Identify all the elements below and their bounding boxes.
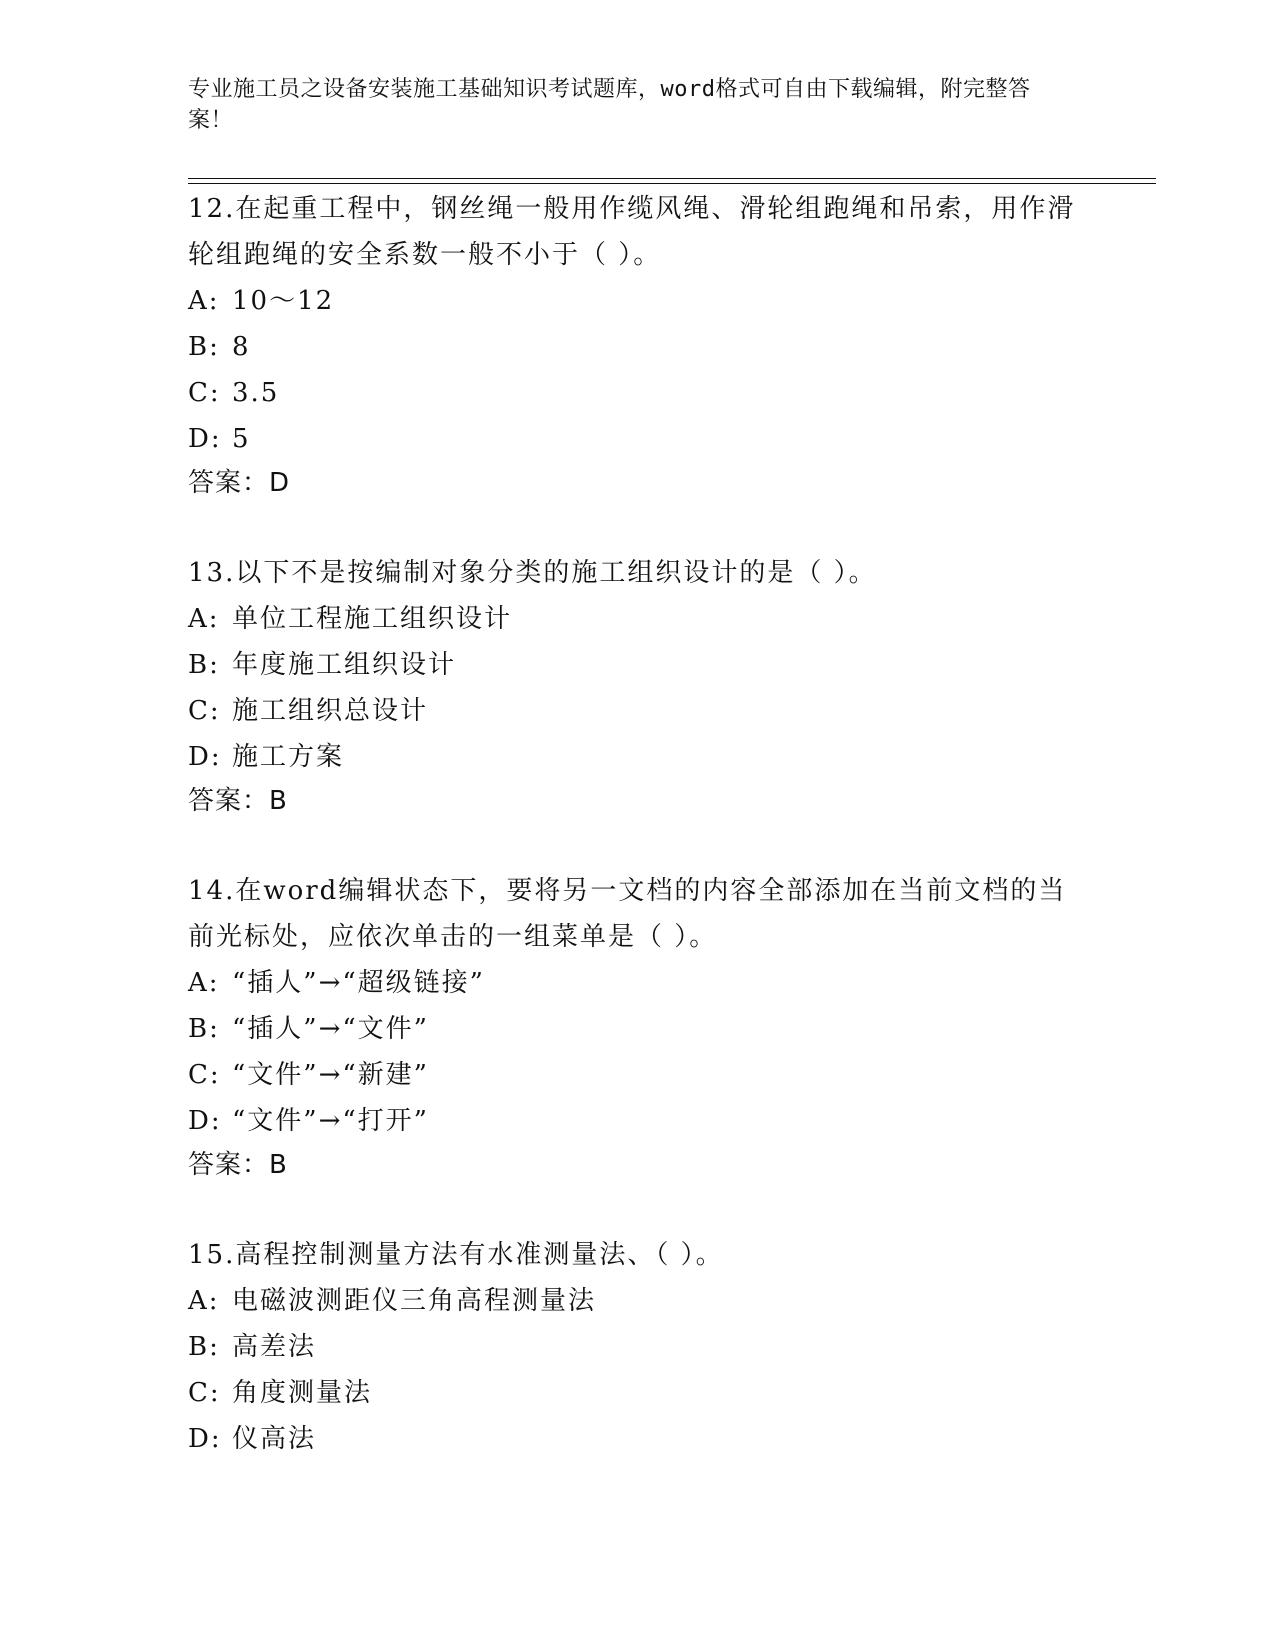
option-list: [188, 596, 1088, 780]
option-text: “插人”→“文件”: [232, 1014, 429, 1044]
option-letter: A:: [188, 1286, 220, 1316]
option-letter: A:: [188, 604, 220, 634]
option-d: [188, 1416, 1088, 1462]
option-text: 施工方案: [232, 742, 345, 772]
question-14: [188, 868, 1088, 1186]
option-a: [188, 1278, 1088, 1324]
option-a: [188, 960, 1088, 1006]
option-text: 电磁波测距仪三角高程测量法: [232, 1286, 597, 1316]
option-b: [188, 642, 1088, 688]
option-text: 仪高法: [232, 1424, 317, 1454]
option-text: 3.5: [232, 378, 280, 408]
option-text: “文件”→“打开”: [232, 1106, 429, 1136]
option-a: [188, 278, 1088, 324]
document-header: 专业施工员之设备安装施工基础知识考试题库，word格式可自由下载编辑，附完整答案！: [188, 77, 1031, 133]
option-text: 施工组织总设计: [232, 696, 429, 726]
option-list: [188, 1278, 1088, 1462]
option-letter: C:: [188, 1060, 221, 1090]
option-text: 10～12: [232, 286, 335, 316]
option-b: [188, 1006, 1088, 1052]
option-letter: C:: [188, 378, 221, 408]
option-c: [188, 1370, 1088, 1416]
option-text: 高差法: [232, 1332, 317, 1362]
option-text: “文件”→“新建”: [232, 1060, 429, 1090]
question-stem: 14.在word编辑状态下，要将另一文档的内容全部添加在当前文档的当前光标处，应依次单击的一组菜单是（ ）。: [188, 876, 1067, 952]
option-c: [188, 370, 1088, 416]
option-d: [188, 1098, 1088, 1144]
answer-line: 答案：B: [188, 1150, 288, 1180]
option-letter: C:: [188, 1378, 221, 1408]
option-letter: D:: [188, 1424, 222, 1454]
option-d: [188, 734, 1088, 780]
question-list: [188, 186, 1088, 1462]
option-b: [188, 324, 1088, 370]
option-letter: D:: [188, 1106, 222, 1136]
option-a: [188, 596, 1088, 642]
option-text: 5: [232, 424, 251, 454]
answer-line: 答案：B: [188, 786, 288, 816]
question-stem: 12.在起重工程中，钢丝绳一般用作缆风绳、滑轮组跑绳和吊索，用作滑轮组跑绳的安全系数一般不小于（ ）。: [188, 194, 1076, 270]
header-rule-top: [188, 178, 1156, 179]
option-b: [188, 1324, 1088, 1370]
option-letter: A:: [188, 968, 220, 998]
question-15: [188, 1232, 1088, 1462]
option-text: 角度测量法: [232, 1378, 373, 1408]
option-text: 8: [232, 332, 251, 362]
option-text: 年度施工组织设计: [232, 650, 457, 680]
option-letter: B:: [188, 650, 220, 680]
option-letter: B:: [188, 1014, 220, 1044]
answer-line: 答案：D: [188, 468, 291, 498]
option-list: [188, 960, 1088, 1144]
option-c: [188, 1052, 1088, 1098]
option-d: [188, 416, 1088, 462]
option-letter: B:: [188, 1332, 220, 1362]
option-list: [188, 278, 1088, 462]
option-c: [188, 688, 1088, 734]
option-text: 单位工程施工组织设计: [232, 604, 513, 634]
option-letter: D:: [188, 424, 222, 454]
option-letter: B:: [188, 332, 220, 362]
header-rule-bottom: [188, 183, 1156, 184]
question-stem: 15.高程控制测量方法有水准测量法、（ ）。: [188, 1240, 724, 1270]
option-letter: C:: [188, 696, 221, 726]
question-12: [188, 186, 1088, 504]
option-text: “插人”→“超级链接”: [232, 968, 485, 998]
option-letter: D:: [188, 742, 222, 772]
question-stem: 13.以下不是按编制对象分类的施工组织设计的是（ ）。: [188, 558, 877, 588]
question-13: [188, 550, 1088, 822]
option-letter: A:: [188, 286, 220, 316]
